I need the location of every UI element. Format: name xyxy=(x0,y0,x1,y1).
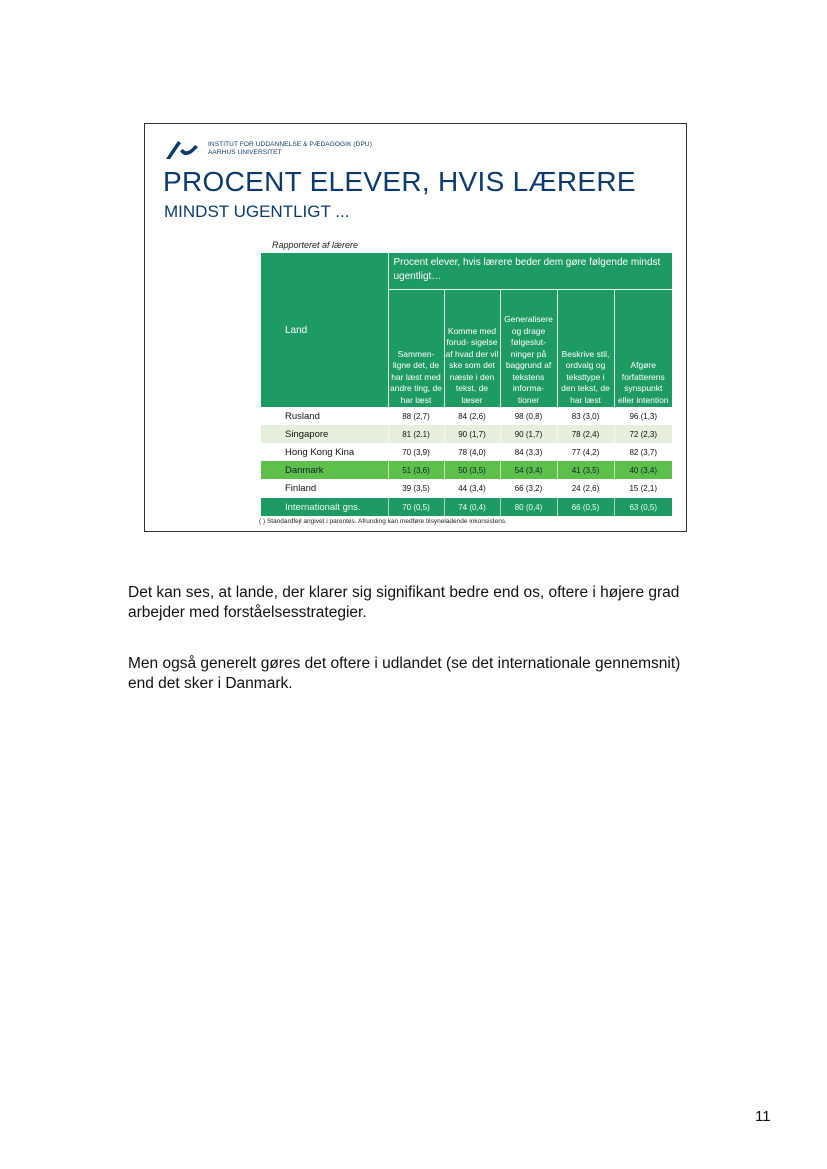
table-row xyxy=(261,479,672,498)
value-cell: 51 (3,6) xyxy=(388,461,444,479)
value-cell: 40 (3,4) xyxy=(614,461,672,479)
institute-line-1: INSTITUT FOR UDDANNELSE & PÆDAGOGIK (DPU) xyxy=(208,141,372,148)
country-cell: Rusland xyxy=(261,407,388,425)
value-cell: 50 (3,5) xyxy=(444,461,500,479)
value-cell: 84 (3,3) xyxy=(500,443,557,461)
value-cell: 74 (0,4) xyxy=(444,498,500,517)
header-col-generalize: Generalisere og drage følgeslut- ninger på baggrund af tekstens informa- tioner xyxy=(500,290,557,408)
value-cell: 39 (3,5) xyxy=(388,479,444,498)
paragraph-2: Men også generelt gøres det oftere i udlandet (se det internationale gennemsnit) end det sker i Danmark. xyxy=(128,654,681,692)
slide-subtitle: MINDST UGENTLIGT ... xyxy=(164,202,350,221)
paragraph-1: Det kan ses, at lande, der klarer sig signifikant bedre end os, oftere i højere grad arbejder med forståelsesstrategier. xyxy=(128,583,680,621)
value-cell: 70 (0,5) xyxy=(388,498,444,517)
results-table xyxy=(261,253,672,516)
value-cell: 66 (3,2) xyxy=(500,479,557,498)
table-row xyxy=(261,443,672,461)
value-cell: 44 (3,4) xyxy=(444,479,500,498)
value-cell: 96 (1,3) xyxy=(614,407,672,425)
table-row-international xyxy=(261,498,672,517)
value-cell: 66 (0,5) xyxy=(557,498,614,517)
institute-line-2: AARHUS UNIVERSITET xyxy=(208,149,282,156)
page-number: 11 xyxy=(755,1108,771,1125)
value-cell: 82 (3,7) xyxy=(614,443,672,461)
header-group: Procent elever, hvis lærere beder dem gøre følgende mindst ugentligt… xyxy=(388,253,672,290)
institute-name xyxy=(208,141,372,157)
value-cell: 90 (1,7) xyxy=(500,425,557,443)
table-row-danmark xyxy=(261,461,672,479)
value-cell: 63 (0,5) xyxy=(614,498,672,517)
country-cell: Hong Kong Kina xyxy=(261,443,388,461)
country-cell: Internationalt gns. xyxy=(261,498,388,517)
value-cell: 78 (4,0) xyxy=(444,443,500,461)
header-col-compare: Sammen- ligne det, de har læst med andre ting, de har læst xyxy=(388,290,444,408)
table-caption: Rapporteret af lærere xyxy=(272,240,359,250)
table-row xyxy=(261,407,672,425)
value-cell: 72 (2,3) xyxy=(614,425,672,443)
header-col-predict: Komme med forud- sigelse af hvad der vil ske som det næste i den tekst, de læser xyxy=(444,290,500,408)
aarhus-university-logo-icon xyxy=(164,137,200,161)
value-cell: 54 (3,4) xyxy=(500,461,557,479)
header-land: Land xyxy=(261,253,388,407)
value-cell: 70 (3,9) xyxy=(388,443,444,461)
value-cell: 90 (1,7) xyxy=(444,425,500,443)
country-cell: Danmark xyxy=(261,461,388,479)
value-cell: 84 (2,6) xyxy=(444,407,500,425)
table-row xyxy=(261,425,672,443)
value-cell: 83 (3,0) xyxy=(557,407,614,425)
country-cell: Singapore xyxy=(261,425,388,443)
header-col-describe: Beskrive stil, ordvalg og teksttype i den tekst, de har læst xyxy=(557,290,614,408)
value-cell: 88 (2,7) xyxy=(388,407,444,425)
value-cell: 15 (2,1) xyxy=(614,479,672,498)
slide-image xyxy=(144,123,687,532)
slide-title: PROCENT ELEVER, HVIS LÆRERE xyxy=(163,166,636,197)
header-col-author: Afgøre forfatterens synspunkt eller intention xyxy=(614,290,672,408)
country-cell: Finland xyxy=(261,479,388,498)
value-cell: 80 (0,4) xyxy=(500,498,557,517)
value-cell: 77 (4,2) xyxy=(557,443,614,461)
value-cell: 81 (2.1) xyxy=(388,425,444,443)
value-cell: 41 (3,5) xyxy=(557,461,614,479)
value-cell: 78 (2,4) xyxy=(557,425,614,443)
value-cell: 24 (2,6) xyxy=(557,479,614,498)
table-footnote: ( ) Standardfejl angivet i parentes. Afrunding kan medføre tilsyneladende inkonsistens. xyxy=(259,518,507,525)
value-cell: 98 (0,8) xyxy=(500,407,557,425)
